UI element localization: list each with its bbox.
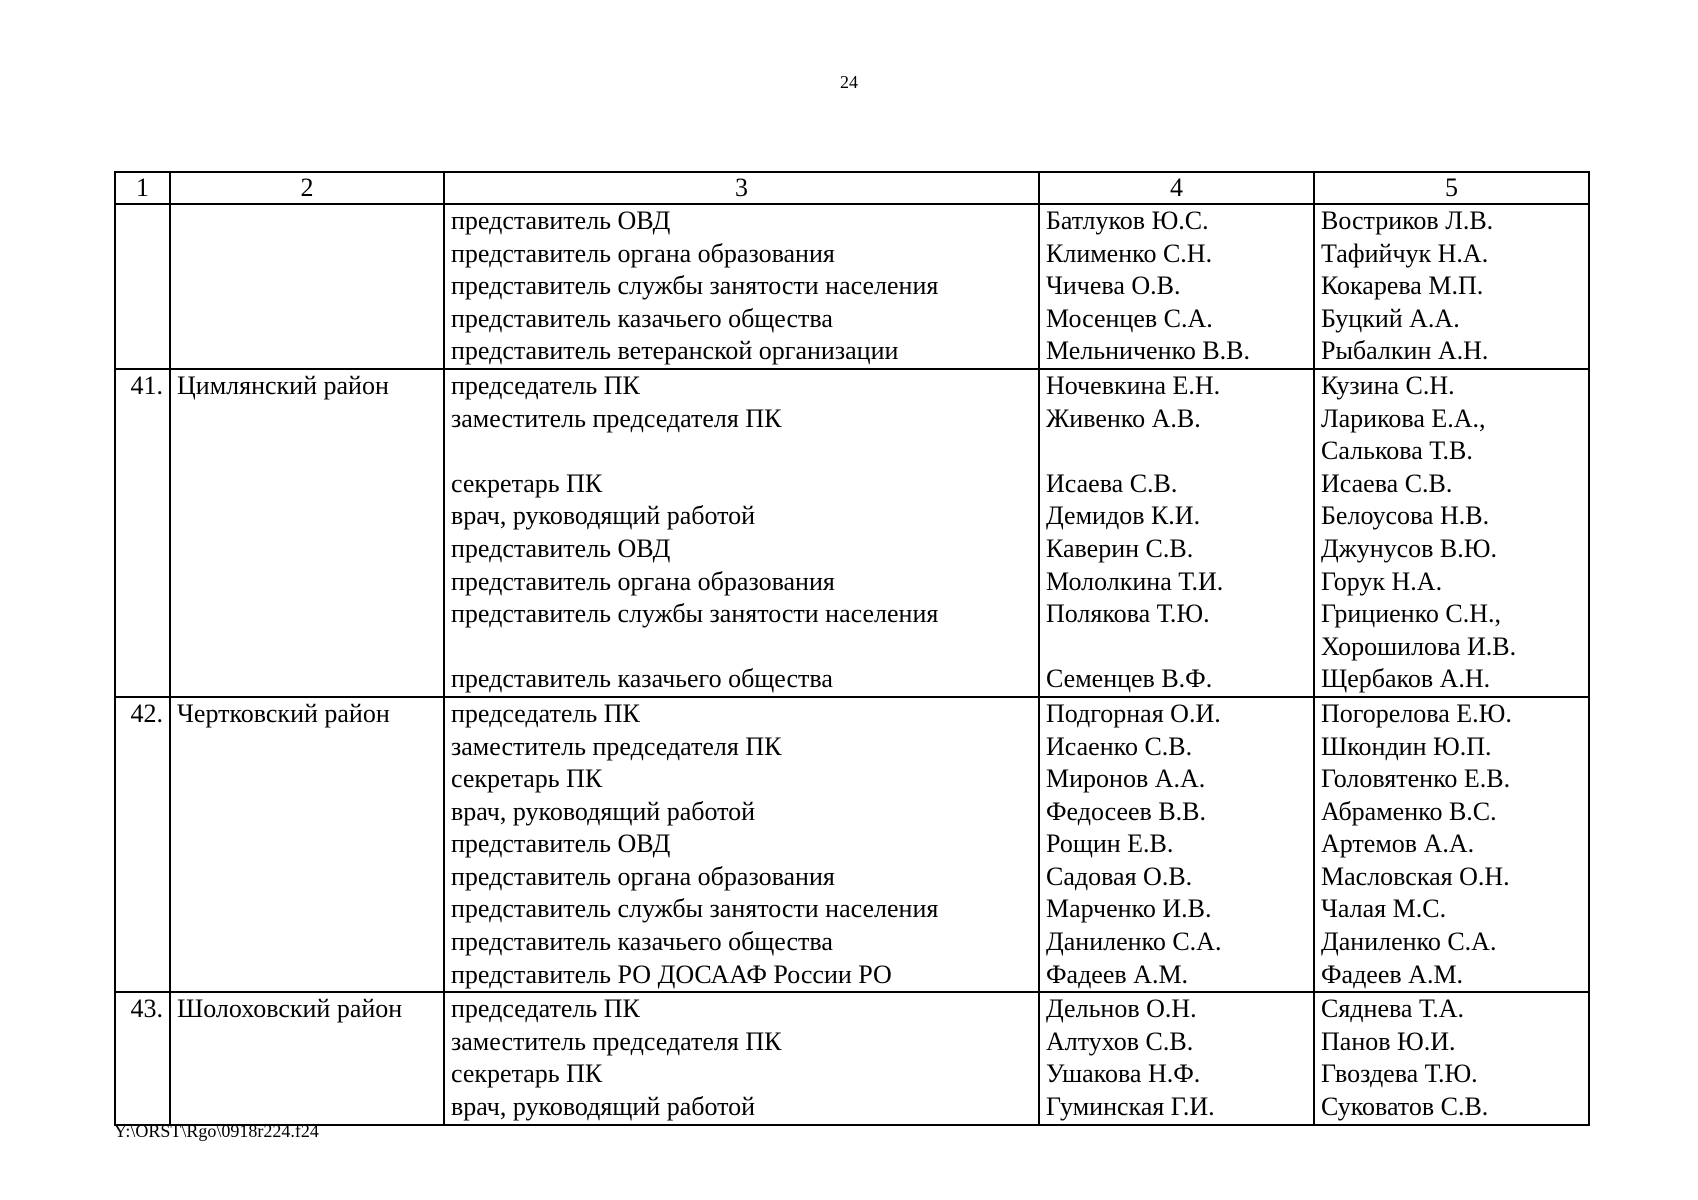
cell-line: представитель казачьего общества: [451, 303, 833, 333]
cell-line: Суковатов С.В.: [1321, 1092, 1489, 1122]
row-number: 41.: [115, 369, 170, 697]
member-cell: [1039, 992, 1314, 1124]
cell-line: Мосенцев С.А.: [1046, 303, 1213, 333]
header-cell-role: 3: [444, 172, 1039, 204]
header-cell-num: 1: [115, 172, 170, 204]
cell-line: Полякова Т.Ю.: [1046, 599, 1210, 629]
cell-line: Ночевкина Е.Н.: [1046, 370, 1221, 400]
header-cell-member: 4: [1039, 172, 1314, 204]
cell-line: представитель РО ДОСААФ России РО: [451, 959, 892, 989]
cell-line: Кокарева М.П.: [1321, 271, 1484, 301]
cell-line: Чалая М.С.: [1321, 894, 1447, 924]
cell-line: Кузина С.Н.: [1321, 370, 1455, 400]
cell-line: Погорелова Е.Ю.: [1321, 698, 1512, 728]
cell-line: Фадеев А.М.: [1046, 959, 1189, 989]
member-cell: [1039, 697, 1314, 992]
cell-line: Головятенко Е.В.: [1321, 764, 1511, 794]
page-number: 24: [840, 72, 858, 92]
cell-line: представитель ОВД: [451, 206, 671, 235]
cell-line: Исаенко С.В.: [1046, 731, 1193, 761]
cell-line: представитель органа образования: [451, 566, 835, 596]
cell-line: представитель органа образования: [451, 861, 835, 891]
cell-line: врач, руководящий работой: [451, 1092, 756, 1122]
cell-line: представитель казачьего общества: [451, 664, 833, 694]
cell-line: [1046, 435, 1307, 468]
cell-line: Садовая О.В.: [1046, 861, 1193, 891]
header-cell-reserve: 5: [1314, 172, 1589, 204]
cell-line: Гуминская Г.И.: [1046, 1092, 1215, 1122]
district-name: Чертковский район: [170, 697, 444, 992]
cell-line: [451, 435, 1032, 468]
cell-line: Тафийчук Н.А.: [1321, 238, 1489, 268]
cell-line: Федосеев В.В.: [1046, 796, 1207, 826]
table-row: [115, 204, 1589, 369]
cell-line: Масловская О.Н.: [1321, 861, 1510, 891]
cell-line: Батлуков Ю.С.: [1046, 206, 1209, 235]
cell-line: Клименко С.Н.: [1046, 238, 1213, 268]
cell-line: Грициенко С.Н.,: [1321, 599, 1502, 629]
cell-line: Мололкина Т.И.: [1046, 566, 1224, 596]
cell-line: врач, руководящий работой: [451, 796, 756, 826]
cell-line: представитель казачьего общества: [451, 927, 833, 957]
cell-line: представитель органа образования: [451, 238, 835, 268]
header-row: [115, 172, 1589, 204]
cell-line: секретарь ПК: [451, 764, 603, 794]
cell-line: Ларикова Е.А.,: [1321, 403, 1486, 433]
cell-line: Мельниченко В.В.: [1046, 336, 1251, 366]
district-name: Шолоховский район: [170, 992, 444, 1124]
cell-line: Чичева О.В.: [1046, 271, 1181, 301]
table-row: [115, 992, 1589, 1124]
cell-line: представитель ветеранской организации: [451, 336, 899, 366]
cell-line: Щербаков А.Н.: [1321, 664, 1491, 694]
cell-line: Исаева С.В.: [1046, 468, 1178, 498]
cell-line: представитель ОВД: [451, 533, 671, 563]
cell-line: Марченко И.В.: [1046, 894, 1212, 924]
cell-line: Даниленко С.А.: [1321, 927, 1497, 957]
cell-line: Абраменко В.С.: [1321, 796, 1497, 826]
row-number: 43.: [115, 992, 170, 1124]
cell-line: [1046, 631, 1307, 664]
cell-line: председатель ПК: [451, 370, 640, 400]
cell-line: Хорошилова И.В.: [1321, 631, 1517, 661]
cell-line: Исаева С.В.: [1321, 468, 1453, 498]
cell-line: представитель ОВД: [451, 829, 671, 859]
reserve-cell: [1314, 369, 1589, 697]
cell-line: заместитель председателя ПК: [451, 1026, 782, 1056]
cell-line: заместитель председателя ПК: [451, 403, 782, 433]
file-path-footer: Y:\ORST\Rgo\0918r224.f24: [114, 1121, 319, 1141]
table-body: [115, 204, 1589, 1125]
cell-line: Алтухов С.В.: [1046, 1026, 1194, 1056]
cell-line: Салькова Т.В.: [1321, 436, 1473, 466]
cell-line: Рощин Е.В.: [1046, 829, 1174, 859]
cell-line: Фадеев А.М.: [1321, 959, 1464, 989]
cell-line: Подгорная О.И.: [1046, 698, 1221, 728]
cell-line: представитель службы занятости населения: [451, 894, 939, 924]
reserve-cell: [1314, 697, 1589, 992]
cell-line: Сяднева Т.А.: [1321, 994, 1465, 1024]
cell-line: [451, 631, 1032, 664]
cell-line: секретарь ПК: [451, 468, 603, 498]
cell-line: Востриков Л.В.: [1321, 206, 1494, 235]
member-cell: [1039, 369, 1314, 697]
cell-line: врач, руководящий работой: [451, 501, 756, 531]
position-cell: [444, 697, 1039, 992]
row-number: [115, 204, 170, 369]
cell-line: Каверин С.В.: [1046, 533, 1194, 563]
cell-line: Джунусов В.Ю.: [1321, 533, 1497, 563]
cell-line: Шкондин Ю.П.: [1321, 731, 1492, 761]
cell-line: Демидов К.И.: [1046, 501, 1201, 531]
reserve-cell: [1314, 204, 1589, 369]
cell-line: Даниленко С.А.: [1046, 927, 1222, 957]
position-cell: [444, 204, 1039, 369]
commission-table: [114, 171, 1590, 1126]
cell-line: Белоусова Н.В.: [1321, 501, 1490, 531]
row-number: 42.: [115, 697, 170, 992]
district-name: Цимлянский район: [170, 369, 444, 697]
reserve-cell: [1314, 992, 1589, 1124]
cell-line: Семенцев В.Ф.: [1046, 664, 1213, 694]
cell-line: Ушакова Н.Ф.: [1046, 1059, 1201, 1089]
table-row: [115, 369, 1589, 697]
cell-line: председатель ПК: [451, 698, 640, 728]
cell-line: Живенко А.В.: [1046, 403, 1201, 433]
cell-line: Дельнов О.Н.: [1046, 994, 1197, 1024]
cell-line: Панов Ю.И.: [1321, 1026, 1456, 1056]
member-cell: [1039, 204, 1314, 369]
cell-line: Горук Н.А.: [1321, 566, 1443, 596]
header-cell-district: 2: [170, 172, 444, 204]
cell-line: Артемов А.А.: [1321, 829, 1475, 859]
cell-line: представитель службы занятости населения: [451, 599, 939, 629]
cell-line: заместитель председателя ПК: [451, 731, 782, 761]
district-name: [170, 204, 444, 369]
cell-line: представитель службы занятости населения: [451, 271, 939, 301]
cell-line: Гвоздева Т.Ю.: [1321, 1059, 1478, 1089]
cell-line: Буцкий А.А.: [1321, 303, 1460, 333]
position-cell: [444, 992, 1039, 1124]
position-cell: [444, 369, 1039, 697]
cell-line: Миронов А.А.: [1046, 764, 1206, 794]
cell-line: председатель ПК: [451, 994, 640, 1024]
table-row: [115, 697, 1589, 992]
cell-line: Рыбалкин А.Н.: [1321, 336, 1489, 366]
cell-line: секретарь ПК: [451, 1059, 603, 1089]
